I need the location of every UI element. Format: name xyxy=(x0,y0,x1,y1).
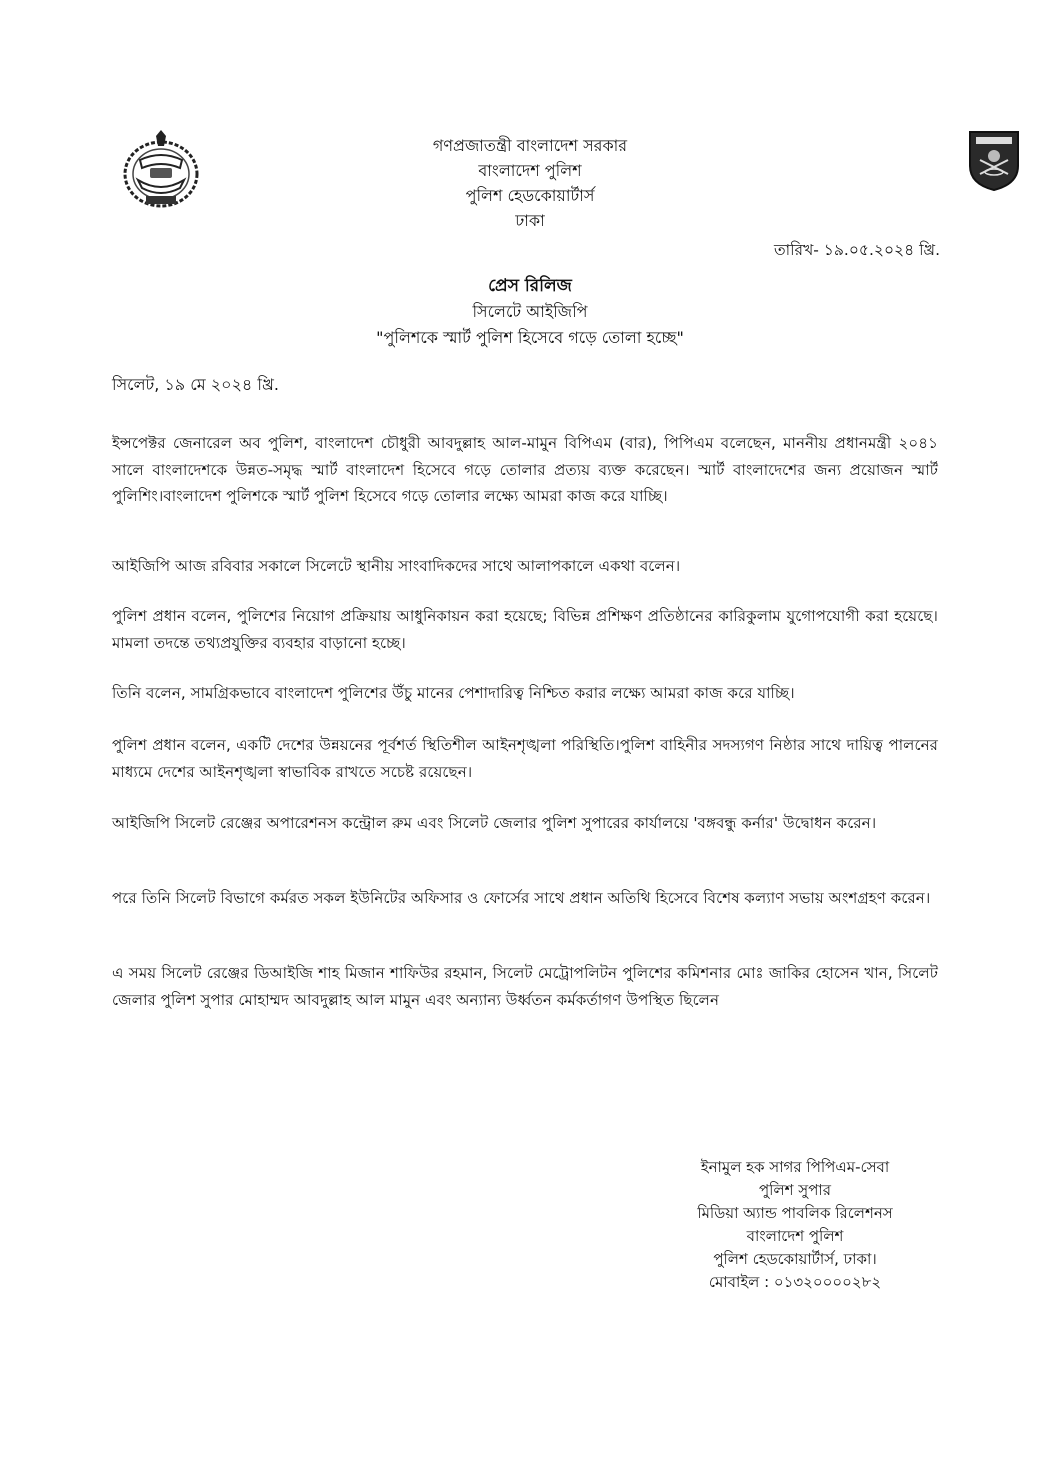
paragraph: এ সময় সিলেট রেঞ্জের ডিআইজি শাহ মিজান শাফিউর রহমান, সিলেট মেট্রোপলিটন পুলিশের কমিশনার মোঃ জাকির হোসেন খান, সিলেট জেলার পুলিশ সুপার মোহাম্মদ আবদুল্লাহ আল মামুন এবং অন্যান্য উর্ধ্বতন কর্মকর্তাগণ উপস্থিত ছিলেন xyxy=(112,964,938,1009)
paragraph: পুলিশ প্রধান বলেন, একটি দেশের উন্নয়নের পূর্বশর্ত স্থিতিশীল আইনশৃঙ্খলা পরিস্থিতি।পুলিশ বাহিনীর সদস্যগণ নিষ্ঠার সাথে দায়িত্ব পালনের মাধ্যমে দেশের আইনশৃঙ্খলা স্বাভাবিক রাখতে সচেষ্ট রয়েছেন। xyxy=(112,736,939,781)
police-shield-logo xyxy=(968,130,1020,192)
paragraph: তিনি বলেন, সামগ্রিকভাবে বাংলাদেশ পুলিশের উঁচু মানের পেশাদারিত্ব নিশ্চিত করার লক্ষ্যে আমরা কাজ করে যাচ্ছি। xyxy=(112,684,795,702)
signatory-office: পুলিশ হেডকোয়ার্টার্স, ঢাকা। xyxy=(713,1250,877,1268)
paragraph: আইজিপি সিলেট রেঞ্জের অপারেশনস কন্ট্রোল রুম এবং সিলেট জেলার পুলিশ সুপারের কার্যালয়ে 'বঙ্গবন্ধু কর্নার' উদ্বোধন করেন। xyxy=(112,814,877,832)
press-subtitle: সিলেটে আইজিপি xyxy=(472,302,588,321)
signatory-designation: পুলিশ সুপার xyxy=(759,1181,831,1199)
organization-name: বাংলাদেশ পুলিশ xyxy=(478,161,582,180)
city-name: ঢাকা xyxy=(515,211,545,230)
signatory-department: মিডিয়া অ্যান্ড পাবলিক রিলেশনস xyxy=(697,1204,893,1222)
dateline: সিলেট, ১৯ মে ২০২৪ খ্রি. xyxy=(112,375,279,394)
press-title: প্রেস রিলিজ xyxy=(488,276,572,296)
government-name: গণপ্রজাতন্ত্রী বাংলাদেশ সরকার xyxy=(432,136,628,155)
signatory-organization: বাংলাদেশ পুলিশ xyxy=(746,1227,844,1245)
signature-block xyxy=(650,1156,940,1294)
paragraph: আইজিপি আজ রবিবার সকালে সিলেটে স্থানীয় সাংবাদিকদের সাথে আলাপকালে একথা বলেন। xyxy=(112,557,681,575)
signatory-name: ইনামুল হক সাগর পিপিএম-সেবা xyxy=(700,1158,890,1176)
signatory-mobile: মোবাইল : ০১৩২০০০০২৮২ xyxy=(708,1273,882,1291)
paragraph: ইন্সপেক্টর জেনারেল অব পুলিশ, বাংলাদেশ চৌধুরী আবদুল্লাহ আল-মামুন বিপিএম (বার), পিপিএম বলেছেন, মাননীয় প্রধানমন্ত্রী ২০৪১ সালে বাংলাদেশকে উন্নত-সমৃদ্ধ স্মার্ট বাংলাদেশ হিসেবে গড়ে তোলার প্রত্যয় ব্যক্ত করেছেন। স্মার্ট বাংলাদেশের জন্য প্রয়োজন স্মার্ট পুলিশিং।বাংলাদেশ পুলিশকে স্মার্ট পুলিশ হিসেবে গড়ে তোলার লক্ষ্যে আমরা কাজ করে যাচ্ছি। xyxy=(112,434,938,505)
police-emblem-logo xyxy=(118,130,204,210)
press-headline: "পুলিশকে স্মার্ট পুলিশ হিসেবে গড়ে তোলা হচ্ছে" xyxy=(376,328,684,347)
paragraph: পুলিশ প্রধান বলেন, পুলিশের নিয়োগ প্রক্রিয়ায় আধুনিকায়ন করা হয়েছে; বিভিন্ন প্রশিক্ষণ প্রতিষ্ঠানের কারিকুলাম যুগোপযোগী করা হয়েছে।মামলা তদন্তে তথ্যপ্রযুক্তির ব্যবহার বাড়ানো হচ্ছে। xyxy=(112,607,938,652)
document-date: তারিখ- ১৯.০৫.২০২৪ খ্রি. xyxy=(774,241,940,259)
press-heading xyxy=(300,273,760,351)
office-name: পুলিশ হেডকোয়ার্টার্স xyxy=(465,186,595,205)
letterhead xyxy=(300,133,760,233)
paragraph: পরে তিনি সিলেট বিভাগে কর্মরত সকল ইউনিটের অফিসার ও ফোর্সের সাথে প্রধান অতিথি হিসেবে বিশেষ কল্যাণ সভায় অংশগ্রহণ করেন। xyxy=(112,889,931,907)
